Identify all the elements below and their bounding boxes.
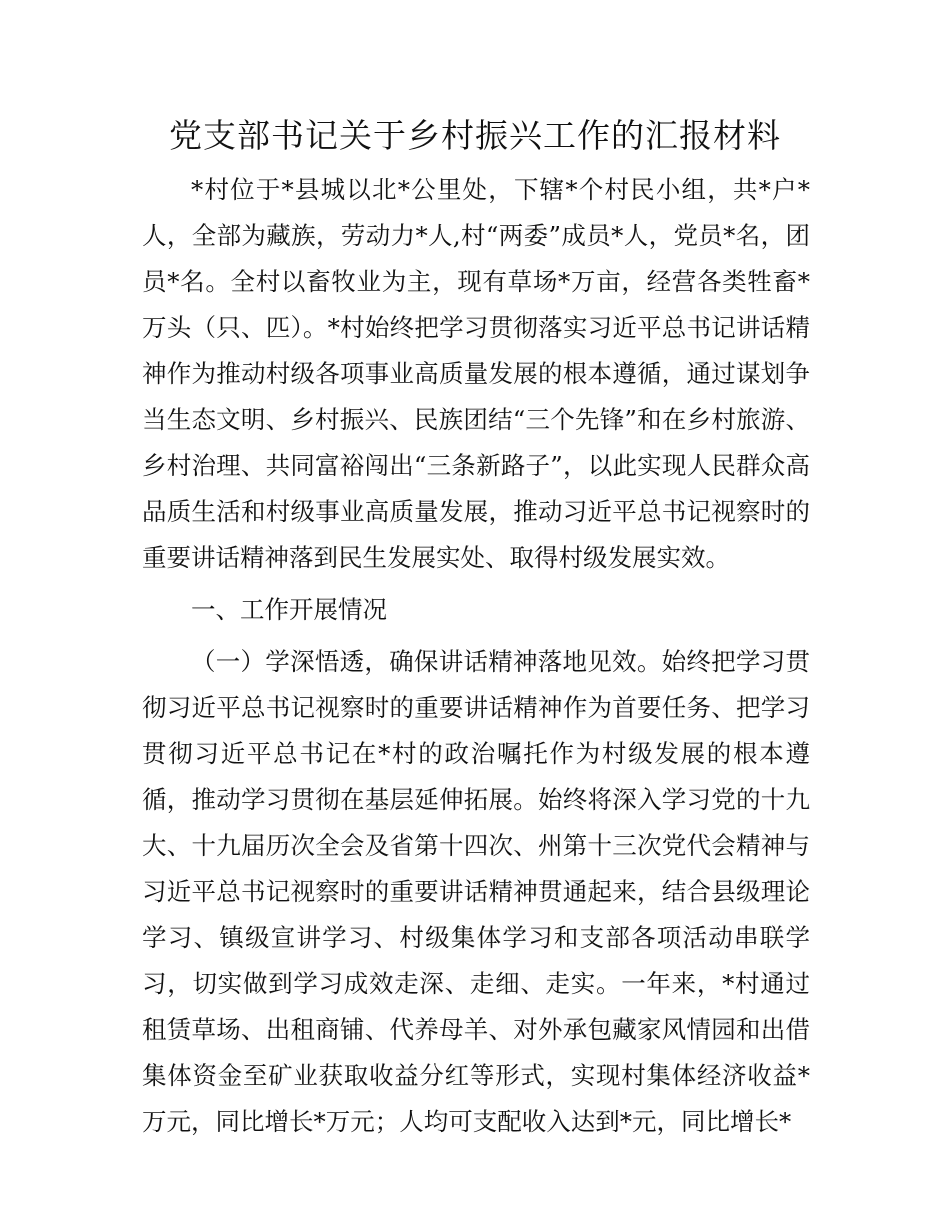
document-body bbox=[142, 167, 810, 1145]
section-heading: 一、工作开展情况 bbox=[191, 595, 387, 624]
document-title: 党支部书记关于乡村振兴工作的汇报材料 bbox=[169, 116, 781, 155]
section-paragraph: （一）学深悟透，确保讲话精神落地见效。始终把学习贯彻习近平总书记视察时的重要讲话精神作为首要任务、把学习贯彻习近平总书记在*村的政治嘱托作为村级发展的根本遵循，推动学习贯彻在基层延伸拓展。始终将深入学习党的十九大、十九届历次全会及省第十四次、州第十三次党代会精神与习近平总书记视察时的重要讲话精神贯通起来，结合县级理论学习、镇级宣讲学习、村级集体学习和支部各项活动串联学习，切实做到学习成效走深、走细、走实。一年来，*村通过租赁草场、出租商铺、代养母羊、对外承包藏家风情园和出借集体资金至矿业获取收益分红等形式，实现村集体经济收益*万元，同比增长*万元；人均可支配收入达到*元，同比增长* bbox=[142, 647, 810, 1136]
intro-paragraph: *村位于*县城以北*公里处，下辖*个村民小组，共*户*人，全部为藏族，劳动力*人,村“两委”成员*人，党员*名，团员*名。全村以畜牧业为主，现有草场*万亩，经营各类牲畜*万头（只、匹）。*村始终把学习贯彻落实习近平总书记讲话精神作为推动村级各项事业高质量发展的根本遵循，通过谋划争当生态文明、乡村振兴、民族团结“三个先锋”和在乡村旅游、乡村治理、共同富裕闯出“三条新路子”，以此实现人民群众高品质生活和村级事业高质量发展，推动习近平总书记视察时的重要讲话精神落到民生发展实处、取得村级发展实效。 bbox=[142, 175, 810, 572]
